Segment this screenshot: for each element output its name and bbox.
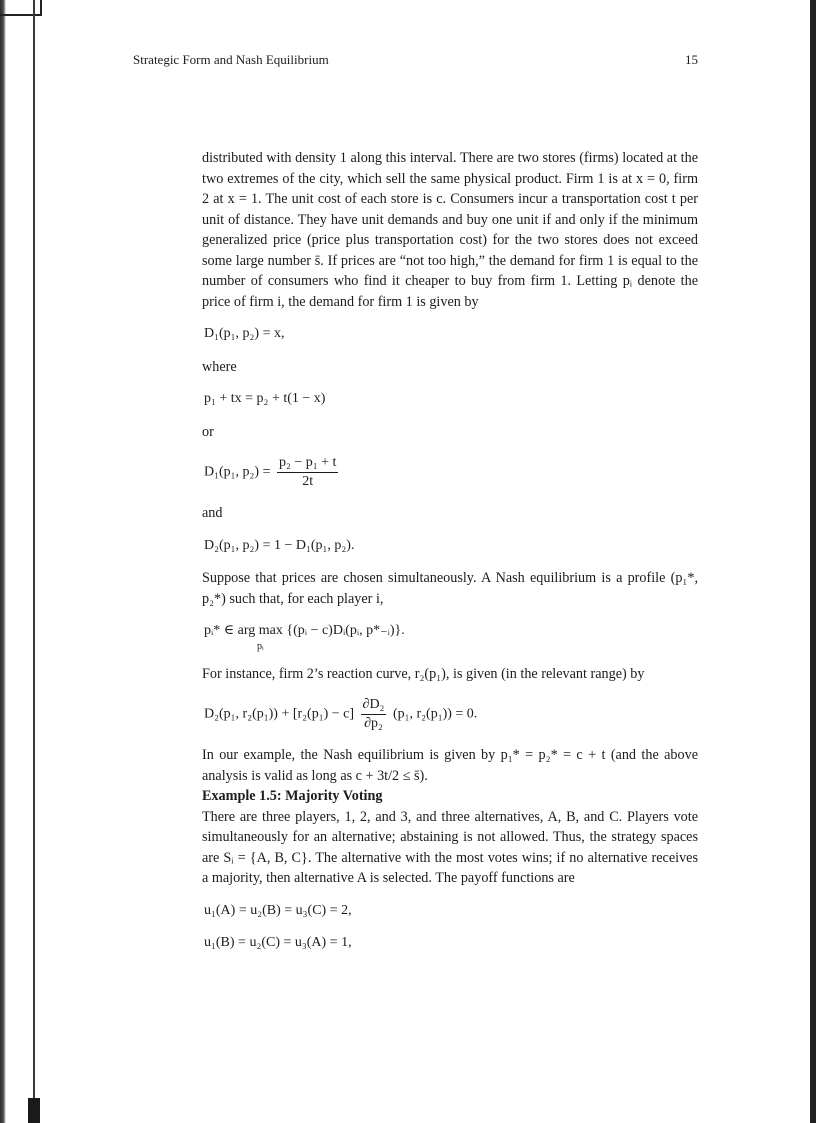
equation-reaction-rhs: (p₁, r₂(p₁)) = 0. bbox=[392, 706, 478, 722]
label-or: or bbox=[202, 423, 214, 440]
running-title: Strategic Form and Nash Equilibrium bbox=[133, 52, 329, 67]
paragraph-intro: distributed with density 1 along this interval. There are two stores (firms) located at the two extremes of the city, which sell the same physical product. Firm 1 is at x = 0, firm 2 at x = 1. The unit cost of each store is c. Consumers incur a transportation cost t per unit of distance. They have unit demands and buy one unit if and only if the minimum generalized price (price plus transportation cost) for the two stores does not exceed some large number s̄. If prices are “not too high,” the demand for firm 1 is equal to the number of consumers who find it cheaper to buy from firm 1. Letting pᵢ denote the price of firm i, the demand for firm 1 is given by bbox=[202, 150, 698, 310]
fraction-denominator: 2t bbox=[302, 474, 314, 489]
book-spine-foot bbox=[28, 1098, 40, 1123]
fraction-numerator: p₂ − p₁ + t bbox=[277, 454, 338, 473]
book-spine-line bbox=[33, 0, 35, 1123]
equation-payoff-1: u₁(B) = u₂(C) = u₃(A) = 1, bbox=[204, 935, 352, 950]
paragraph-equilibrium-result: In our example, the Nash equilibrium is given by p₁* = p₂* = c + t (and the above analysis is valid as long as c + 3t/2 ≤ s̄). bbox=[202, 747, 698, 784]
paragraph-nash-definition: Suppose that prices are chosen simultaneously. A Nash equilibrium is a profile (p₁*, p₂*) such that, for each player i, bbox=[202, 570, 698, 607]
argmax-text: arg max bbox=[237, 623, 283, 638]
equation-reaction-curve bbox=[204, 696, 698, 733]
paragraph-reaction-curve: For instance, firm 2’s reaction curve, r₂(p₁), is given (in the relevant range) by bbox=[202, 665, 645, 682]
equation-demand-firm1: D₁(p₁, p₂) = x, bbox=[204, 326, 285, 341]
paragraph-majority-voting: There are three players, 1, 2, and 3, and three alternatives, A, B, and C. Players vote simultaneously for an alternative; abstaining is not allowed. Thus, the strategy spaces are Sᵢ = {A, B, C}. The alternative with the most votes wins; if no alternative receives a majority, then alternative A is selected. The payoff functions are bbox=[202, 808, 698, 886]
example-heading: Example 1.5: Majority Voting bbox=[202, 788, 383, 804]
fraction bbox=[277, 454, 338, 491]
page-body bbox=[202, 148, 698, 966]
book-spine-corner bbox=[0, 0, 42, 16]
equation-argmax-lhs: pᵢ* ∈ bbox=[204, 623, 235, 638]
page-number: 15 bbox=[685, 52, 698, 67]
label-and: and bbox=[202, 505, 223, 521]
argmax-subscript: pᵢ bbox=[256, 640, 264, 652]
equation-reaction-lhs: D₂(p₁, r₂(p₁)) + [r₂(p₁) − c] bbox=[204, 706, 355, 722]
partial-derivative bbox=[361, 696, 387, 733]
equation-indifferent-consumer: p₁ + tx = p₂ + t(1 − x) bbox=[204, 391, 326, 406]
equation-demand-fraction bbox=[204, 454, 698, 491]
argmax-operator bbox=[238, 621, 283, 652]
equation-demand-firm2: D₂(p₁, p₂) = 1 − D₁(p₁, p₂). bbox=[204, 537, 355, 553]
partial-numerator: ∂D₂ bbox=[361, 696, 387, 715]
equation-argmax bbox=[204, 621, 698, 652]
page-edge-right bbox=[810, 0, 816, 1123]
partial-denominator: ∂p₂ bbox=[364, 716, 383, 731]
label-where: where bbox=[202, 358, 237, 375]
book-spine-shadow bbox=[0, 0, 6, 1123]
equation-payoff-2: u₁(A) = u₂(B) = u₃(C) = 2, bbox=[204, 902, 352, 918]
equation-demand-fraction-lhs: D₁(p₁, p₂) = bbox=[204, 464, 271, 480]
equation-argmax-rhs: {(pᵢ − c)Dᵢ(pᵢ, p*₋ᵢ)}. bbox=[286, 623, 405, 638]
